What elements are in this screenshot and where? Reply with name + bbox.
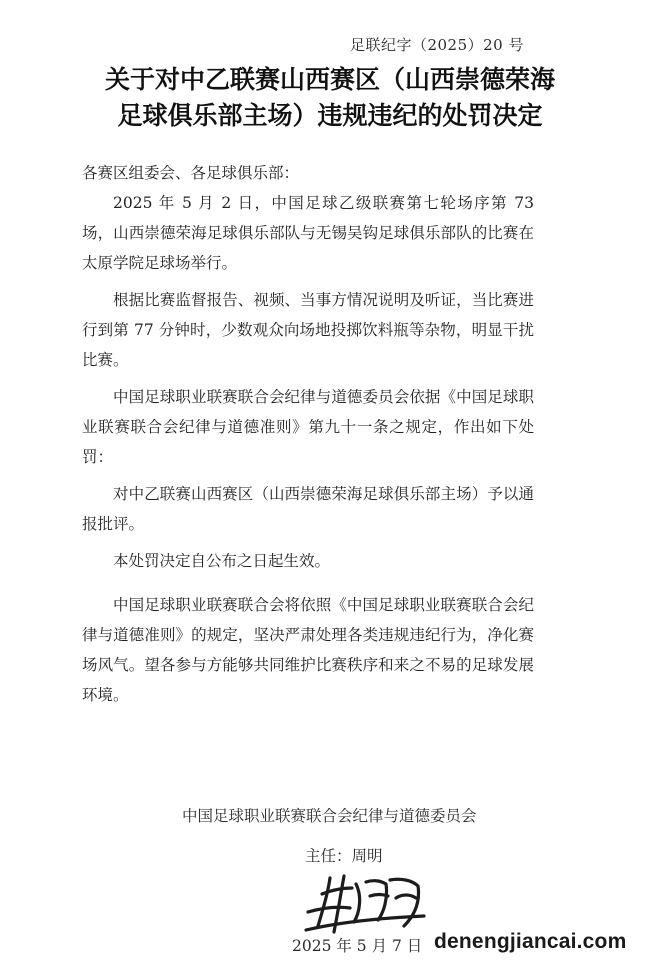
- committee-name: 中国足球职业联赛联合会纪律与道德委员会: [182, 807, 477, 825]
- document-body: [82, 158, 534, 710]
- site-watermark: denengjiancai.com: [434, 930, 627, 953]
- handwritten-signature: [300, 868, 430, 936]
- paragraph-penalty: 对中乙联赛山西赛区（山西崇德荣海足球俱乐部主场）予以通报批评。: [82, 485, 534, 533]
- title-line-2: 足球俱乐部主场）违规违纪的处罚决定: [117, 101, 543, 130]
- chair-name: 主任：周明: [305, 847, 383, 865]
- salutation: 各赛区组委会、各足球俱乐部：: [82, 164, 300, 182]
- paragraph-match-info: 2025 年 5 月 2 日，中国足球乙级联赛第七轮场序第 73 场，山西崇德荣海足球俱乐部队与无锡吴钩足球俱乐部队的比赛在太原学院足球场举行。: [82, 194, 534, 272]
- title-line-1: 关于对中乙联赛山西赛区（山西崇德荣海: [104, 65, 555, 94]
- paragraph-incident: 根据比赛监督报告、视频、当事方情况说明及听证，当比赛进行到第 77 分钟时，少数观众向场地投掷饮料瓶等杂物，明显干扰比赛。: [82, 291, 534, 369]
- document-number: 足联纪字（2025）20 号: [349, 36, 524, 54]
- document-title: [0, 62, 660, 134]
- paragraph-closing: 中国足球职业联赛联合会将依照《中国足球职业联赛联合会纪律与道德准则》的规定，坚决严肃处理各类违规违纪行为，净化赛场风气。望各参与方能够共同维护比赛秩序和来之不易的足球发展环境。: [82, 596, 534, 704]
- signing-date: 2025 年 5 月 7 日: [292, 937, 423, 955]
- paragraph-legal-basis: 中国足球职业联赛联合会纪律与道德委员会依据《中国足球职业联赛联合会纪律与道德准则》第九十一条之规定，作出如下处罚：: [82, 388, 534, 466]
- paragraph-effective: 本处罚决定自公布之日起生效。: [113, 552, 331, 570]
